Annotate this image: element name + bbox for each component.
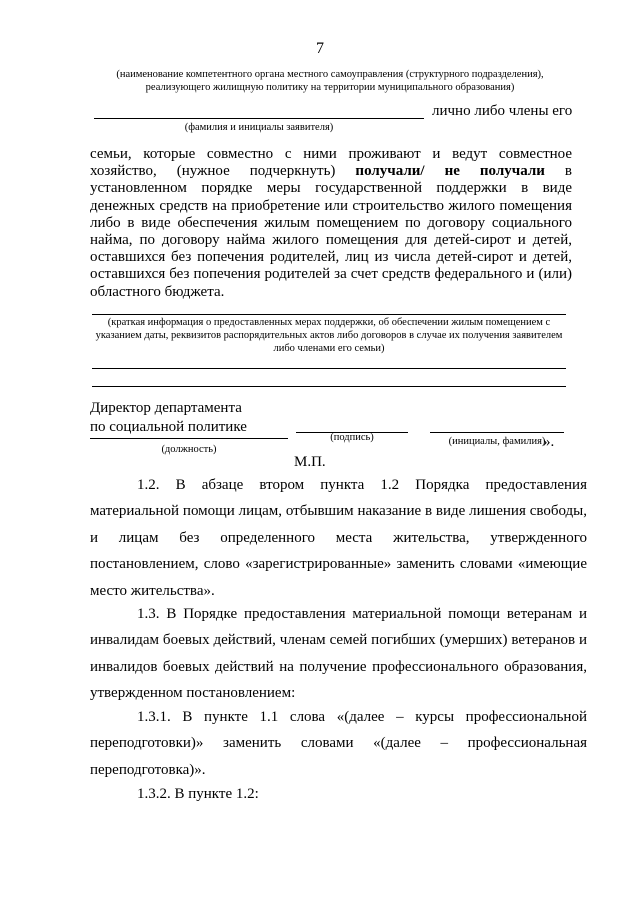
position-caption: (должность) <box>161 444 217 455</box>
director-title-line2: по социальной политике <box>90 419 247 435</box>
applicant-suffix-text: лично либо члены его <box>432 103 573 119</box>
initials-line <box>430 432 564 433</box>
paragraph-1-3: 1.3. В Порядке предоставления материальной помощи ветеранам и инвалидам боевых действий, членам семей погибших (умерших) ветеранов и инвалидов боевых действий на получение профессионального образования, утвержденном постановлением: <box>90 606 587 702</box>
signature-caption: (подпись) <box>330 432 374 443</box>
authority-caption: (наименование компетентного органа местного самоуправления (структурного подразделения), реализующего жилищную политику на территории муниципального образования) <box>116 69 544 93</box>
family-text-part1: семьи, которые совместно с ними проживают и ведут совместное хозяйство, (нужное подчеркнуть) <box>90 146 572 180</box>
measures-caption: (краткая информация о предоставленных мерах поддержки, об обеспечении жилым помещением с указанием даты, реквизитов распорядительных актов либо договоров в случае их получения заявителем либо членами его семьи) <box>95 317 563 354</box>
paragraph-1-2: 1.2. В абзаце втором пункта 1.2 Порядка предоставления материальной помощи лицам, отбывшим наказание в виде лишения свободы, и лицам без определенного места жительства, утвержденного постановлением, слово «зарегистрированные» заменить словами «имеющие место жительства». <box>90 477 587 599</box>
paragraph-1-3-2: 1.3.2. В пункте 1.2: <box>137 786 259 802</box>
director-title-line1: Директор департамента <box>90 400 242 416</box>
page-number: 7 <box>316 40 324 57</box>
applicant-name-line <box>94 118 424 119</box>
closing-quote-text: ». <box>543 434 555 450</box>
received-not-received-text: получали/ не получали <box>355 163 545 180</box>
family-support-text <box>90 146 572 301</box>
blank-line <box>92 368 566 369</box>
family-text-part2: в установленном порядке меры государственной поддержки в виде денежных средств на приобретение или строительство жилого помещения либо в виде обеспечения жилым помещением по договору социального найма, по договору найма жилого помещения для детей-сирот и детей, оставшихся без попечения родителей, лиц из числа детей-сирот и детей, оставшихся без попечения родителей за счет средств федерального и (или) областного бюджета. <box>90 163 572 300</box>
measures-info-line <box>92 314 566 315</box>
stamp-label: М.П. <box>294 454 326 470</box>
position-line <box>90 438 288 439</box>
applicant-caption: (фамилия и инициалы заявителя) <box>184 122 334 133</box>
initials-caption: (инициалы, фамилия) <box>448 436 546 447</box>
paragraph-1-3-1: 1.3.1. В пункте 1.1 слова «(далее – курсы профессиональной переподготовки)» заменить словами «(далее – профессиональная переподготовка)». <box>90 709 587 778</box>
blank-line <box>92 386 566 387</box>
director-title <box>90 399 247 437</box>
